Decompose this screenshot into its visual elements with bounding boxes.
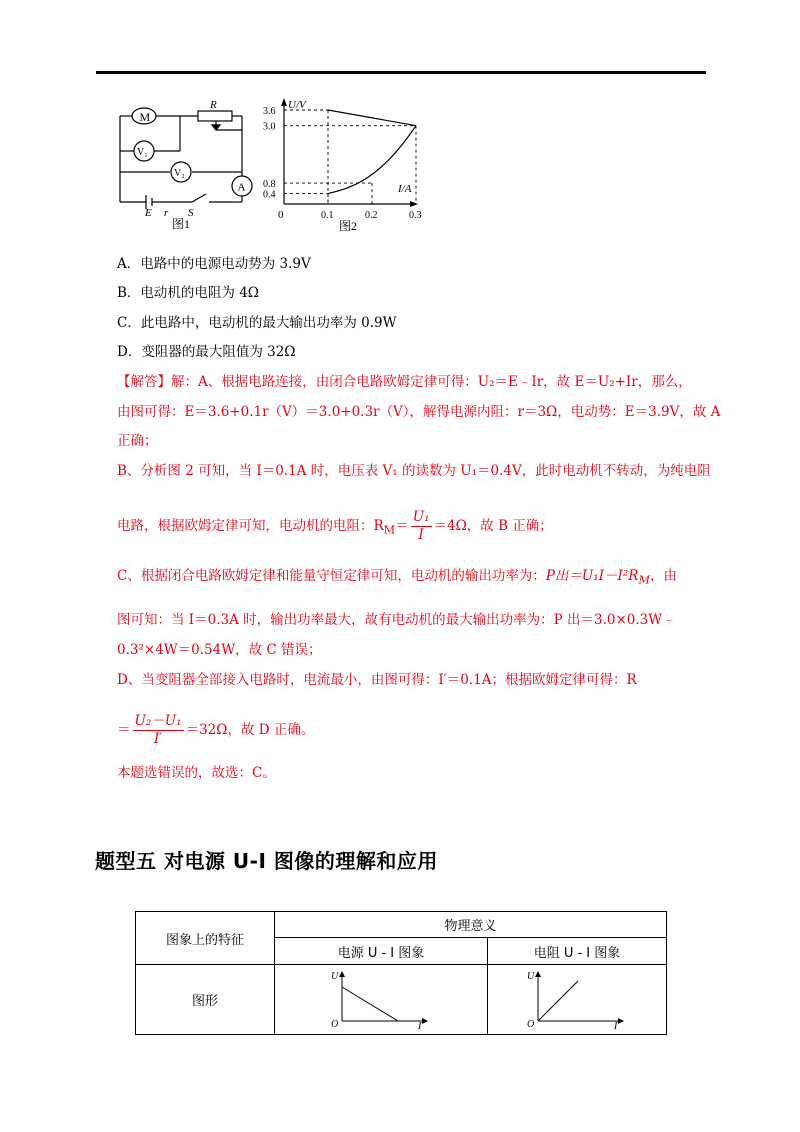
r-m-subscript: M xyxy=(383,523,396,537)
section-heading: 题型五 对电源 U-I 图像的理解和应用 xyxy=(95,849,438,873)
source-ui-graph xyxy=(326,967,436,1029)
answer-line-6 xyxy=(117,567,677,590)
x-axis-label: I/A xyxy=(398,183,412,195)
option-c: C．此电路中，电动机的最大输出功率为 0.9W xyxy=(117,315,397,331)
source-graph-cell xyxy=(275,965,488,1035)
fraction-numerator: U₂－U₁ xyxy=(134,713,182,729)
figure1-caption: 图1 xyxy=(172,217,191,230)
x-tick-label: 0.3 xyxy=(409,210,422,221)
answer-line-1 xyxy=(117,373,692,391)
y-axis-arrow xyxy=(535,971,541,977)
formula-subscript: M xyxy=(638,573,650,587)
subheader-source: 电源 U - I 图象 xyxy=(275,938,488,965)
answer-line-5 xyxy=(117,509,553,544)
y-tick-label: 3.6 xyxy=(263,106,276,117)
answer-line-9: D、当变阻器全部接入电路时，电流最小，由图可得：I′＝0.1A；根据欧姆定律可得：R xyxy=(117,672,637,688)
x-axis-arrow xyxy=(422,1018,428,1024)
answer-line-3: 正确； xyxy=(117,433,158,449)
output-power-formula: P出＝U₁I－I²R xyxy=(545,568,639,584)
origin-label: 0 xyxy=(278,209,284,221)
answer-text-1: 解：A、根据电路连接，由闭合电路欧姆定律可得：U₂＝E﹣Ir，故 E＝U₂+Ir，那么， xyxy=(171,374,692,390)
answer-text-6a: C、根据闭合电路欧姆定律和能量守恒定律可知，电动机的输出功率为： xyxy=(117,568,546,584)
header-feature: 图象上的特征 xyxy=(136,912,275,965)
answer-line-10 xyxy=(117,713,314,748)
fraction-denominator: I xyxy=(418,527,424,543)
i-label: I xyxy=(418,1020,422,1029)
o-label: O xyxy=(527,1018,535,1029)
answer-text-6b: ，由 xyxy=(650,568,677,584)
answer-line-4: B、分析图 2 可知，当 I＝0.1A 时，电压表 V₁ 的读数为 U₁＝0.4V，此时电动机不转动，为纯电阻 xyxy=(117,463,711,479)
circuit-diagram xyxy=(112,98,264,230)
y-tick-label: 0.4 xyxy=(263,189,276,201)
answer-text-5b: ＝4Ω，故 B 正确； xyxy=(433,518,553,534)
answer-text-10b: ＝32Ω，故 D 正确。 xyxy=(185,722,315,738)
header-rule xyxy=(96,71,706,74)
resistor-line xyxy=(538,981,578,1021)
resistor-graph-cell xyxy=(488,965,667,1035)
ui-graph xyxy=(262,96,422,234)
option-b: B．电动机的电阻为 4Ω xyxy=(117,285,259,301)
emf-label: E xyxy=(145,207,152,219)
header-meaning: 物理意义 xyxy=(275,912,667,938)
option-d: D．变阻器的最大阻值为 32Ω xyxy=(117,344,296,360)
y-tick-label: 0.8 xyxy=(263,179,276,191)
figure2-caption: 图2 xyxy=(339,219,358,233)
y-axis-label: U/V xyxy=(288,99,306,111)
motor-label: M xyxy=(139,110,151,124)
i-label: I xyxy=(614,1020,618,1029)
answer-line-11: 本题选错误的，故选：C。 xyxy=(117,765,276,781)
resistor-ui-graph xyxy=(522,967,632,1029)
row-label-graph: 图形 xyxy=(136,965,275,1035)
internal-resistance-label: r xyxy=(164,207,169,219)
v2-label: V₂ xyxy=(174,168,185,179)
option-a: A．电路中的电源电动势为 3.9V xyxy=(117,256,311,272)
x-axis-arrow xyxy=(618,1018,624,1024)
o-label: O xyxy=(331,1018,339,1029)
series-upper-line xyxy=(328,110,416,126)
equals-sign: ＝ xyxy=(117,722,131,738)
y-axis-arrow xyxy=(281,98,287,106)
fraction-denominator: I′ xyxy=(153,731,163,747)
y-tick-label: 3.0 xyxy=(263,121,276,133)
ammeter-label: A xyxy=(237,181,246,194)
equals-sign: ＝ xyxy=(395,518,409,534)
u-label: U xyxy=(331,970,339,982)
fraction-u2-minus-u1-over-i xyxy=(133,713,184,748)
switch-label: S xyxy=(188,207,194,219)
y-axis-arrow xyxy=(339,971,345,977)
x-tick-label: 0.1 xyxy=(321,210,334,221)
v1-label: V₁ xyxy=(137,147,148,158)
rheostat-label: R xyxy=(210,99,217,111)
x-tick-label: 0.2 xyxy=(365,210,378,221)
subheader-resistor: 电阻 U - I 图象 xyxy=(488,938,667,965)
x-axis-arrow xyxy=(410,201,418,207)
u-label: U xyxy=(527,970,535,982)
source-line xyxy=(342,987,398,1021)
answer-text-5a: 电路，根据欧姆定律可知，电动机的电阻：R xyxy=(117,518,384,534)
answer-line-7: 图可知：当 I＝0.3A 时，输出功率最大，故有电动机的最大输出功率为：P 出＝3.0×0.3W﹣ xyxy=(117,612,676,628)
fraction-numerator: U₁ xyxy=(412,509,430,525)
answer-line-2: 由图可得：E＝3.6+0.1r（V）＝3.0+0.3r（V），解得电源内阻：r＝3Ω，电动势：E＝3.9V，故 A xyxy=(117,404,721,420)
ui-graph-table xyxy=(135,911,667,1035)
answer-line-8: 0.3²×4W＝0.54W，故 C 错误； xyxy=(117,642,322,658)
fraction-u1-over-i xyxy=(411,509,432,544)
answer-tag: 【解答】 xyxy=(117,374,171,390)
